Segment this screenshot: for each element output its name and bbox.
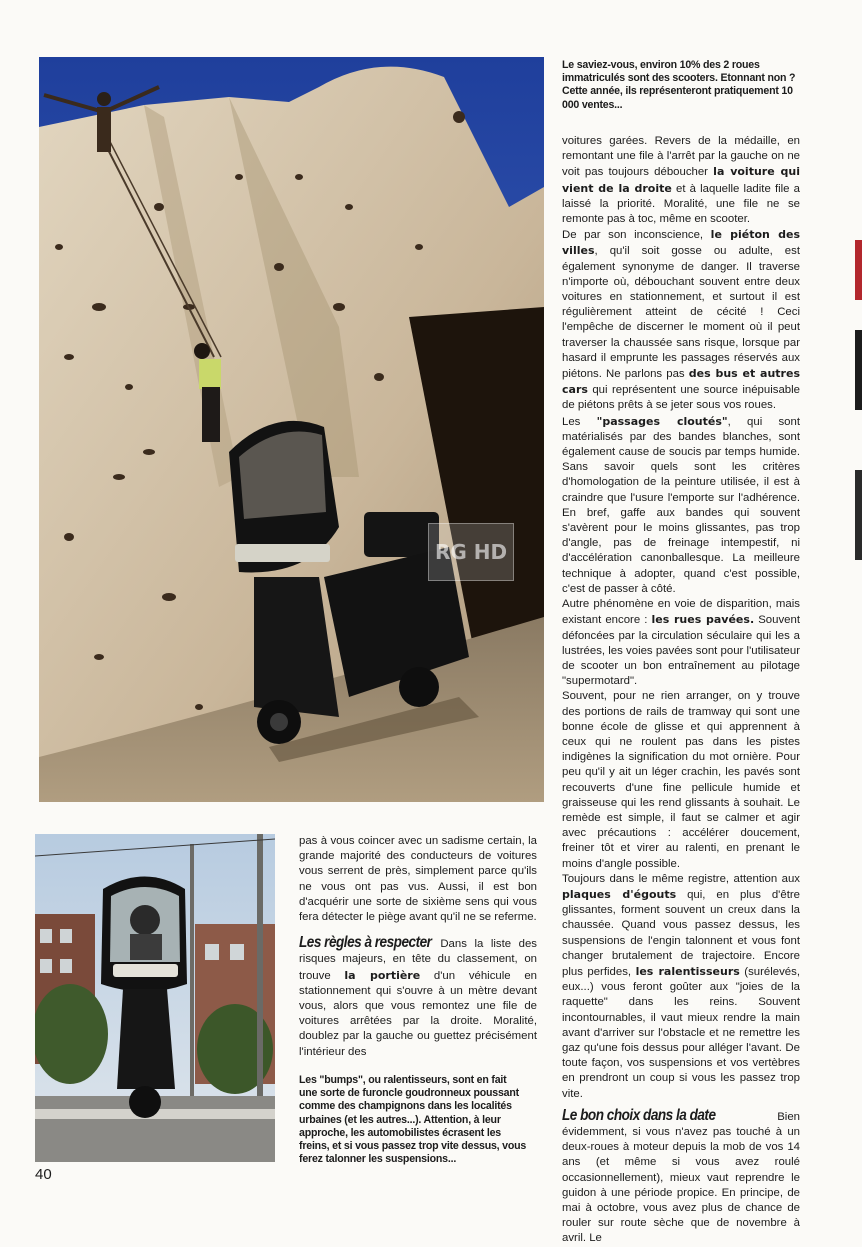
facing-page-edge [855,330,862,410]
paragraph: Toujours dans le même registre, attention aux plaques d'égouts qui, en plus d'être glissantes, forment souvent un creux dans la chaussée. Quand vous passez dessus, les suspensions de l'engin talonnent et vous font changer brutalement de trajectoire. Encore plus perfides, les ralentisseurs (surélevés, eux...) vous feront goûter aux "joies de la raquette" dans les reins. Souvent incontournables, il vaut mieux rendre la main avant d'arriver sur l'obstacle et ne remettre les gaz qu'une fois dessus pour alléger l'avant. De toute façon, vos suspensions et vos vertèbres en prendront un coup si vous les passez trop vite. [562,872,800,1100]
facing-page-edge [855,240,862,300]
section-heading: Le bon choix dans la date [562,1106,716,1124]
right-column [562,134,800,1247]
paragraph: Les règles à respecter Dans la liste des risques majeurs, en tête du classement, on trouve la portière d'un véhicule en stationnement qui s'ouvre à un mètre devant vous, alors que vous remontez une file de voitures arrêtées par la droite. Moralité, doublez par la gauche ou guettez précisément l'intérieur des [299,934,537,1058]
middle-column [299,834,537,1060]
paragraph: pas à vous coincer avec un sadisme certain, la grande majorité des conducteurs de voitures vous serrent de près, simplement parce qu'ils ne vous ont pas vus. Aussi, il est bon d'acquérir une sorte de sixième sens qui vous fera détecter le piège avant qu'il ne se referme. [299,835,537,924]
paragraph: Les "passages cloutés", qui sont matérialisés par des bandes blanches, sont également cause de soucis par temps humide. Sans savoir quels sont les critères d'homologation de la peinture utilisée, il est à craindre que l'usure l'emporte sur l'adhérence. En bref, gaffe aux bandes qui souvent s'avèrent pour le moins glissantes, pas trop d'angle, pas de freinage intempestif, ni d'accélération canonballesque. La meilleure technique à adopter, quand c'est possible, c'est de passer à côté. [562,414,800,595]
paragraph: Autre phénomène en voie de disparition, mais existant encore : les rues pavées. Souvent défoncées par la circulation séculaire qui les a lustrées, les voies pavées sont pour l'utilisateur de scooter un bon entraînement au pilotage "supermotard". [562,598,800,688]
paragraph: De par son inconscience, le piéton des villes, qu'il soit gosse ou adulte, est également synonyme de danger. Il traverse n'importe où, débouchant souvent entre deux voitures en stationnement, et surtout il est régulièrement atteint de cécité ! Ceci l'empêche de discerner le moment où il peut traverser la chaussée sans risque, lorsque par hasard il emprunte les passages réservés aux piétons. Ne parlons pas des bus et autres cars qui représentent une source inépuisable de piétons prêts à se jeter sous vos roues. [562,228,800,412]
paragraph: Le bon choix dans la date Bien évidemment, si vous n'avez pas touché à un deux-roues à moteur depuis la mob de vos 14 ans (et même si vous avez roulé occasionnellement), mieux vaut reprendre le guidon à une période propice. En principe, de mai à octobre, vous avez plus de chance de rouler sur route sèche que de novembre à avril. Le [562,1106,800,1245]
section-heading: Les règles à respecter [299,934,432,952]
page-number: 40 [35,1166,52,1183]
caption-bottom: Les "bumps", ou ralentisseurs, sont en fait une sorte de furoncle goudronneux poussant comme des champignons dans les localités urbaines (et les autres...). Attention, à leur approche, les automobilistes écrasent les freins, et si vous passez trop vite dessus, vous ferez talonner les suspensions... [299,1074,527,1166]
climbing-wall-scooter-photo [39,57,544,802]
paragraph: Souvent, pour ne rien arranger, on y trouve des portions de rails de tramway qui sont une bonne école de glisse et qui apprennent à ceux qui ne roulent pas dans les pistes indigènes la signification du mot ornière. Pour peu qu'il y ait un léger crachin, les pavés sont recouverts d'une fine pellicule humide et graisseuse qui les rend glissants à souhait. Le remède est simple, il faut se calmer et agir avec précautions : accélérer doucement, freiner tôt et virer au ralenti, en prenant le moins d'angle possible. [562,690,800,870]
facing-page-edge [855,470,862,560]
paragraph: voitures garées. Revers de la médaille, en remontant une file à l'arrêt par la gauche on ne voit pas toujours déboucher la voiture qui vient de la droite et à laquelle ladite file a laissé la priorité. Moralité, une file ne se remonte pas à toc, même en scooter. [562,135,800,226]
caption-top: Le saviez-vous, environ 10% des 2 roues immatriculés sont des scooters. Etonnant non ? Cette année, ils représenteront pratiquement 10 000 ventes... [562,59,796,111]
watermark: RG HD [428,523,514,581]
street-scooter-photo [35,834,275,1162]
